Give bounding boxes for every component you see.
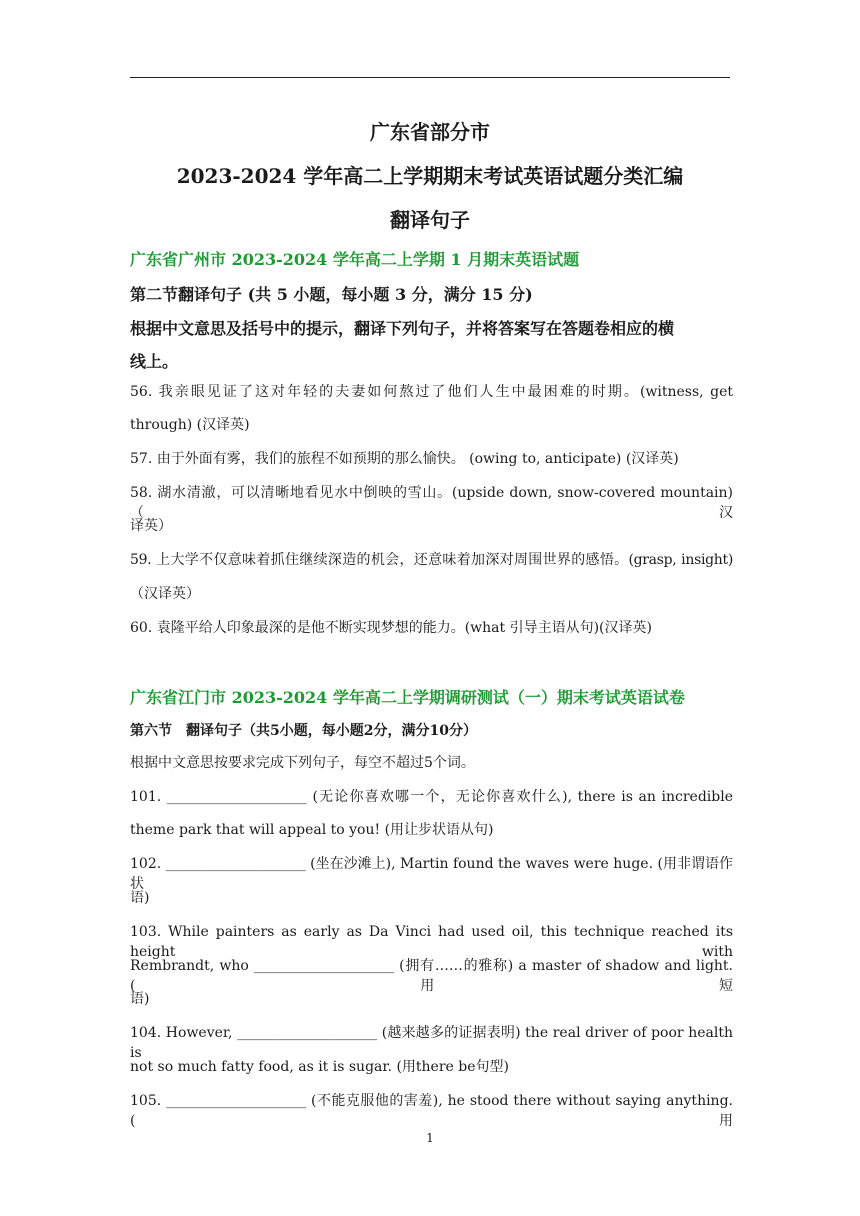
question-56-line1: 56. 我亲眼见证了这对年轻的夫妻如何熬过了他们人生中最困难的时期。(witness, get bbox=[130, 384, 733, 400]
question-103-line1: 103. While painters as early as Da Vinci had used oil, this technique reached its height with bbox=[130, 924, 733, 960]
section1-instruction-line2: 线上。 bbox=[130, 352, 179, 371]
question-105-line1: 105. ____________________ (不能克服他的害羞), he stood there without saying anything. (用 bbox=[130, 1093, 733, 1129]
doc-title-line3: 翻译句子 bbox=[390, 208, 470, 232]
doc-title-line1: 广东省部分市 bbox=[370, 120, 490, 144]
question-59-line1: 59. 上大学不仅意味着抓住继续深造的机会，还意味着加深对周围世界的感悟。(grasp, insight) bbox=[130, 552, 733, 568]
section1-instruction-line1: 根据中文意思及括号中的提示，翻译下列句子，并将答案写在答题卷相应的横 bbox=[130, 319, 675, 338]
page-number: 1 bbox=[426, 1131, 434, 1145]
question-60: 60. 袁隆平给人印象最深的是他不断实现梦想的能力。(what 引导主语从句)(汉译英) bbox=[130, 620, 652, 636]
question-103-line2: Rembrandt, who ____________________ (拥有……的雅称) a master of shadow and light. (用短 bbox=[130, 958, 733, 994]
question-103-line3: 语) bbox=[130, 991, 150, 1007]
header-rule bbox=[130, 77, 730, 78]
question-101-line2: theme park that will appeal to you! (用让步状语从句) bbox=[130, 822, 494, 838]
question-104-line1: 104. However, ____________________ (越来越多的证据表明) the real driver of poor health is bbox=[130, 1025, 733, 1061]
section2-heading: 广东省江门市 2023-2024 学年高二上学期调研测试（一）期末考试英语试卷 bbox=[130, 688, 685, 707]
question-59-line2: （汉译英） bbox=[130, 586, 200, 602]
question-57: 57. 由于外面有雾，我们的旅程不如预期的那么愉快。 (owing to, anticipate) (汉译英) bbox=[130, 451, 679, 467]
question-101-line1: 101. ____________________ (无论你喜欢哪一个，无论你喜欢什么), there is an incredible bbox=[130, 789, 733, 805]
section2-instruction: 根据中文意思按要求完成下列句子，每空不超过5个词。 bbox=[130, 755, 475, 771]
question-56-line2: through) (汉译英) bbox=[130, 417, 250, 433]
question-58-line2: 译英） bbox=[130, 518, 172, 534]
question-102-line2: 语) bbox=[130, 890, 150, 906]
section1-subheading: 第二节翻译句子 (共 5 小题，每小题 3 分，满分 15 分) bbox=[130, 285, 533, 304]
section2-subheading: 第六节 翻译句子（共5小题，每小题2分，满分10分） bbox=[130, 723, 477, 739]
section1-heading: 广东省广州市 2023-2024 学年高二上学期 1 月期末英语试题 bbox=[130, 250, 580, 269]
doc-title-line2: 2023-2024 学年高二上学期期末考试英语试题分类汇编 bbox=[176, 164, 684, 188]
question-102-line1: 102. ____________________ (坐在沙滩上), Martin found the waves were huge. (用非谓语作状 bbox=[130, 856, 733, 892]
question-104-line2: not so much fatty food, as it is sugar. (用there be句型) bbox=[130, 1059, 509, 1075]
question-58-line1: 58. 湖水清澈，可以清晰地看见水中倒映的雪山。(upside down, snow-covered mountain) （汉 bbox=[130, 485, 733, 521]
